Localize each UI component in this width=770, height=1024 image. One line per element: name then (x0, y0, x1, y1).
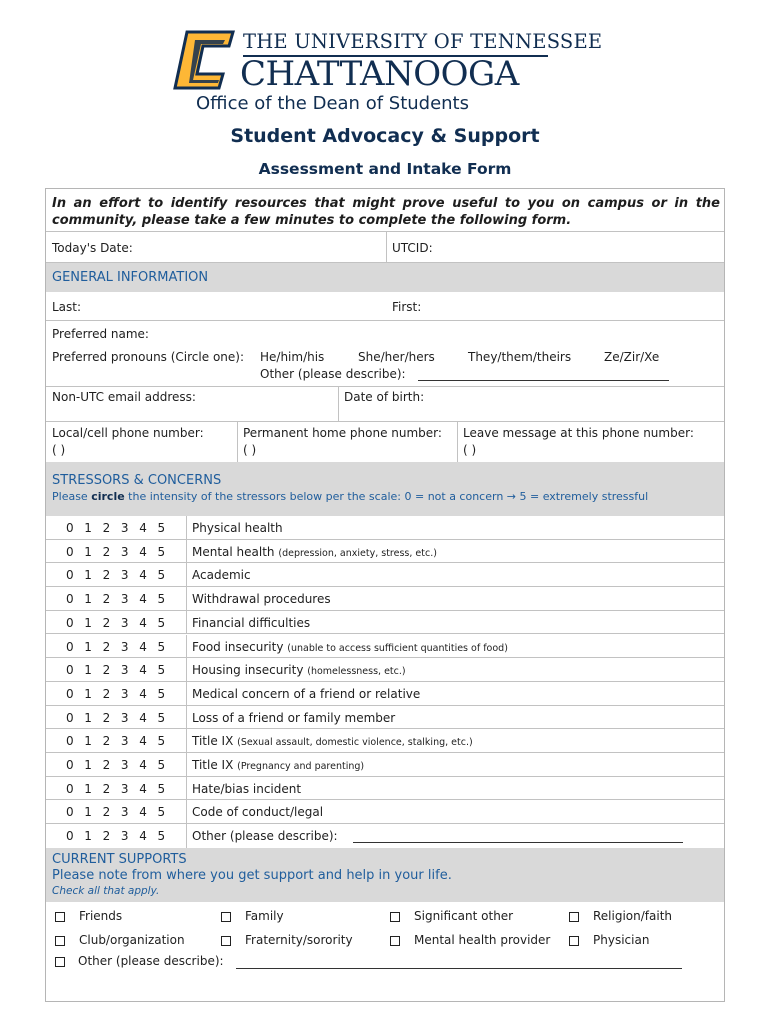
scale-value[interactable]: 5 (157, 805, 166, 820)
intro-text: In an effort to identify resources that might prove useful to you on campus or in the community, please take a few minutes to complete the following form. (52, 196, 720, 228)
intensity-scale (66, 734, 176, 748)
scale-value[interactable]: 3 (120, 544, 129, 559)
scale-value[interactable]: 1 (84, 521, 92, 535)
scale-value[interactable]: 0 (66, 663, 74, 678)
stressor-name: Loss of a friend or family member (192, 710, 396, 725)
support-checkbox[interactable] (390, 936, 400, 946)
intake-form (45, 188, 725, 1002)
divider (186, 611, 187, 634)
scale-value[interactable]: 2 (102, 686, 111, 701)
support-label: Physician (593, 933, 650, 947)
scale-value[interactable]: 1 (84, 568, 92, 583)
support-checkbox[interactable] (221, 912, 231, 922)
scale-value[interactable]: 1 (84, 639, 92, 654)
divider (186, 824, 187, 848)
scale-value[interactable]: 0 (66, 734, 74, 749)
stressor-row (46, 729, 724, 753)
scale-value[interactable]: 2 (102, 758, 111, 772)
scale-value[interactable]: 3 (120, 734, 129, 749)
stressor-note: (Pregnancy and parenting) (237, 761, 365, 772)
stressor-label (192, 592, 331, 606)
support-checkbox[interactable] (569, 936, 579, 946)
home-phone-paren: ( ) (243, 443, 257, 457)
scale-value[interactable]: 0 (66, 592, 74, 607)
scale-value[interactable]: 5 (157, 544, 166, 559)
intensity-scale (66, 758, 176, 772)
intensity-scale (66, 592, 176, 606)
stressors-instructions: Please circle the intensity of the stressors below per the scale: 0 = not a concern → 5 = extremely stressful (52, 490, 649, 503)
first-name-field[interactable]: First: (392, 300, 422, 314)
email-field[interactable]: Non-UTC email address: (52, 390, 196, 404)
divider (186, 658, 187, 681)
stressor-row (46, 824, 724, 848)
last-name-field[interactable]: Last: (52, 300, 82, 314)
scale-value[interactable]: 2 (102, 544, 111, 559)
scale-value[interactable]: 3 (120, 686, 129, 701)
intensity-scale (66, 687, 176, 701)
stressor-note: (Sexual assault, domestic violence, stalking, etc.) (237, 737, 473, 749)
scale-value[interactable]: 1 (84, 710, 92, 725)
utcid-field[interactable]: UTCID: (392, 241, 433, 255)
stressor-label (192, 758, 364, 772)
scale-value[interactable]: 1 (84, 781, 92, 796)
stressor-other-line[interactable] (353, 842, 683, 843)
scale-value[interactable]: 4 (139, 805, 147, 820)
stressor-name: Withdrawal procedures (192, 592, 331, 607)
support-checkbox[interactable] (55, 912, 65, 922)
scale-value[interactable]: 1 (84, 663, 92, 678)
stressor-row (46, 611, 724, 635)
scale-value[interactable]: 3 (120, 781, 129, 796)
utc-c-logo (173, 30, 235, 90)
scale-value[interactable]: 1 (84, 615, 92, 630)
stressor-name: Title IX (192, 734, 238, 749)
pronoun-other-label: Other (please describe): (260, 367, 406, 381)
scale-value[interactable]: 3 (120, 829, 129, 844)
scale-value[interactable]: 1 (84, 829, 92, 844)
scale-value[interactable]: 5 (157, 758, 166, 772)
divider (186, 540, 187, 563)
stressor-label (192, 829, 338, 843)
support-other-label: Other (please describe): (78, 954, 224, 968)
email-row (46, 387, 724, 422)
scale-value[interactable]: 4 (139, 639, 147, 654)
scale-value[interactable]: 0 (66, 521, 74, 535)
intensity-scale (66, 545, 176, 559)
scale-value[interactable]: 5 (157, 734, 166, 749)
scale-value[interactable]: 2 (102, 805, 111, 820)
support-label: Club/organization (79, 933, 185, 947)
stressor-label (192, 640, 508, 654)
stressor-label (192, 663, 406, 677)
stressor-row (46, 635, 724, 659)
scale-value[interactable]: 3 (120, 639, 129, 654)
stressor-name: Code of conduct/legal (192, 805, 324, 820)
support-other-line[interactable] (236, 968, 682, 969)
stressor-row (46, 540, 724, 564)
scale-value[interactable]: 0 (66, 710, 74, 725)
general-info-header (46, 263, 724, 292)
scale-value[interactable]: 0 (66, 568, 74, 583)
intensity-scale (66, 640, 176, 654)
scale-value[interactable]: 0 (66, 615, 74, 630)
support-checkbox[interactable] (221, 936, 231, 946)
campus-name: CHATTANOOGA (240, 54, 519, 94)
divider (186, 587, 187, 610)
scale-value[interactable]: 3 (120, 568, 129, 583)
pronouns-row (46, 346, 724, 387)
scale-value[interactable]: 2 (102, 663, 111, 678)
supports-subtitle: Please note from where you get support and help in your life. (52, 868, 452, 883)
stressor-label (192, 782, 301, 796)
scale-value[interactable]: 0 (66, 686, 74, 701)
supports-title: CURRENT SUPPORTS (52, 852, 187, 867)
stressors-title: STRESSORS & CONCERNS (52, 473, 222, 488)
scale-value[interactable]: 5 (157, 829, 166, 844)
stressor-name: Title IX (192, 758, 238, 772)
scale-value[interactable]: 5 (157, 568, 166, 583)
scale-value[interactable]: 1 (84, 758, 92, 772)
scale-value[interactable]: 1 (84, 734, 92, 749)
scale-value[interactable]: 3 (120, 521, 129, 535)
local-phone-paren: ( ) (52, 443, 66, 457)
scale-value[interactable]: 4 (139, 592, 147, 607)
scale-value[interactable]: 4 (139, 663, 147, 678)
scale-value[interactable]: 4 (139, 710, 147, 725)
divider (186, 729, 187, 752)
intensity-scale (66, 663, 176, 677)
intensity-scale (66, 782, 176, 796)
stressor-name: Other (please describe): (192, 829, 338, 844)
support-other-checkbox[interactable] (55, 957, 65, 967)
stressor-label (192, 734, 473, 748)
divider (237, 422, 238, 462)
scale-value[interactable]: 4 (139, 758, 147, 772)
divider (186, 706, 187, 729)
scale-value[interactable]: 4 (139, 734, 147, 749)
divider (457, 422, 458, 462)
scale-value[interactable]: 4 (139, 615, 147, 630)
intro-row (46, 189, 724, 232)
stressor-row (46, 706, 724, 730)
stressor-row (46, 587, 724, 611)
scale-value[interactable]: 2 (102, 568, 111, 583)
scale-value[interactable]: 2 (102, 592, 111, 607)
intensity-scale (66, 829, 176, 843)
stressor-label (192, 805, 323, 819)
scale-value[interactable]: 0 (66, 639, 74, 654)
stressor-label (192, 687, 420, 701)
support-checkbox[interactable] (569, 912, 579, 922)
support-checkbox[interactable] (55, 936, 65, 946)
intensity-scale (66, 521, 176, 535)
pronoun-option[interactable]: She/her/hers (358, 350, 435, 364)
intensity-scale (66, 568, 176, 582)
form-title: Student Advocacy & Support (230, 125, 540, 147)
scale-value[interactable]: 2 (102, 615, 111, 630)
divider (186, 635, 187, 658)
support-label: Friends (79, 909, 123, 923)
stressors-header (46, 462, 724, 516)
scale-value[interactable]: 5 (157, 710, 166, 725)
stressor-name: Academic (192, 568, 251, 583)
dob-field[interactable]: Date of birth: (344, 390, 425, 404)
scale-value[interactable]: 4 (139, 521, 147, 535)
divider (338, 387, 339, 421)
name-row (46, 292, 724, 321)
stressor-name: Financial difficulties (192, 615, 311, 630)
stressor-name: Medical concern of a friend or relative (192, 686, 421, 701)
form-subtitle: Assessment and Intake Form (258, 160, 512, 178)
stressor-label (192, 521, 283, 535)
scale-value[interactable]: 2 (102, 734, 111, 749)
scale-value[interactable]: 3 (120, 663, 129, 678)
message-phone-paren: ( ) (463, 443, 477, 457)
intensity-scale (66, 805, 176, 819)
divider (186, 753, 187, 776)
stressor-row (46, 658, 724, 682)
scale-value[interactable]: 4 (139, 829, 147, 844)
divider (186, 800, 187, 823)
scale-value[interactable]: 4 (139, 544, 147, 559)
divider (186, 682, 187, 705)
stressor-label (192, 711, 395, 725)
stressor-name: Housing insecurity (192, 663, 308, 678)
scale-value[interactable]: 1 (84, 544, 92, 559)
stressor-note: (depression, anxiety, stress, etc.) (278, 547, 437, 559)
support-label: Significant other (414, 909, 514, 923)
home-phone-field[interactable]: Permanent home phone number: (243, 426, 442, 440)
support-checkbox[interactable] (390, 912, 400, 922)
scale-value[interactable]: 5 (157, 615, 166, 630)
stressor-name: Food insecurity (192, 639, 288, 654)
support-label: Mental health provider (414, 933, 551, 947)
scale-value[interactable]: 2 (102, 710, 111, 725)
stressor-label (192, 568, 251, 582)
pronoun-other-line[interactable] (418, 380, 669, 381)
phone-row (46, 422, 724, 462)
scale-value[interactable]: 3 (120, 805, 129, 820)
scale-value[interactable]: 2 (102, 639, 111, 654)
scale-value[interactable]: 0 (66, 829, 74, 844)
date-row (46, 232, 724, 263)
stressor-label (192, 545, 437, 559)
scale-value[interactable]: 5 (157, 521, 166, 535)
divider (186, 777, 187, 800)
local-phone-field[interactable]: Local/cell phone number: (52, 426, 204, 440)
scale-value[interactable]: 2 (102, 521, 111, 535)
university-name: THE UNIVERSITY OF TENNESSEE (243, 30, 603, 53)
stressor-name: Hate/bias incident (192, 781, 302, 796)
scale-value[interactable]: 3 (120, 615, 129, 630)
scale-value[interactable]: 1 (84, 592, 92, 607)
scale-value[interactable]: 2 (102, 781, 111, 796)
stressor-row (46, 800, 724, 824)
pronoun-option[interactable]: He/him/his (260, 350, 325, 364)
stressor-label (192, 616, 310, 630)
scale-value[interactable]: 4 (139, 686, 147, 701)
scale-value[interactable]: 5 (157, 663, 166, 678)
scale-value[interactable]: 0 (66, 781, 74, 796)
preferred-name-field[interactable]: Preferred name: (52, 327, 149, 341)
scale-value[interactable]: 1 (84, 686, 92, 701)
pronoun-option[interactable]: Ze/Zir/Xe (604, 350, 660, 364)
todays-date-field[interactable]: Today's Date: (52, 241, 133, 255)
support-label: Religion/faith (593, 909, 673, 923)
scale-value[interactable]: 0 (66, 758, 74, 772)
scale-value[interactable]: 4 (139, 568, 147, 583)
scale-value[interactable]: 1 (84, 805, 92, 820)
scale-value[interactable]: 5 (157, 639, 166, 654)
divider (186, 563, 187, 586)
office-name: Office of the Dean of Students (196, 93, 469, 114)
stressor-note: (homelessness, etc.) (307, 666, 406, 678)
intensity-scale (66, 711, 176, 725)
intensity-scale (66, 616, 176, 630)
preferred-name-row (46, 321, 724, 346)
stressor-note: (unable to access sufficient quantities of food) (287, 642, 508, 654)
scale-value[interactable]: 0 (66, 805, 74, 820)
message-phone-field[interactable]: Leave message at this phone number: (463, 426, 694, 440)
stressor-row (46, 753, 724, 777)
supports-header (46, 848, 724, 902)
stressor-row (46, 563, 724, 587)
supports-hint: Check all that apply. (52, 885, 160, 897)
scale-value[interactable]: 3 (120, 592, 129, 607)
scale-value[interactable]: 5 (157, 592, 166, 607)
pronouns-label: Preferred pronouns (Circle one): (52, 350, 244, 364)
scale-value[interactable]: 3 (120, 758, 129, 772)
stressor-row (46, 777, 724, 801)
divider (386, 232, 387, 262)
support-label: Family (245, 909, 284, 923)
scale-value[interactable]: 0 (66, 544, 74, 559)
scale-value[interactable]: 3 (120, 710, 129, 725)
scale-value[interactable]: 5 (157, 686, 166, 701)
scale-value[interactable]: 4 (139, 781, 147, 796)
stressor-name: Mental health (192, 544, 279, 559)
stressor-row (46, 682, 724, 706)
stressor-name: Physical health (192, 521, 283, 535)
scale-value[interactable]: 5 (157, 781, 166, 796)
stressor-row (46, 516, 724, 540)
divider (186, 516, 187, 539)
scale-value[interactable]: 2 (102, 829, 111, 844)
general-info-title: GENERAL INFORMATION (52, 270, 209, 285)
support-label: Fraternity/sorority (245, 933, 353, 947)
pronoun-option[interactable]: They/them/theirs (468, 350, 572, 364)
